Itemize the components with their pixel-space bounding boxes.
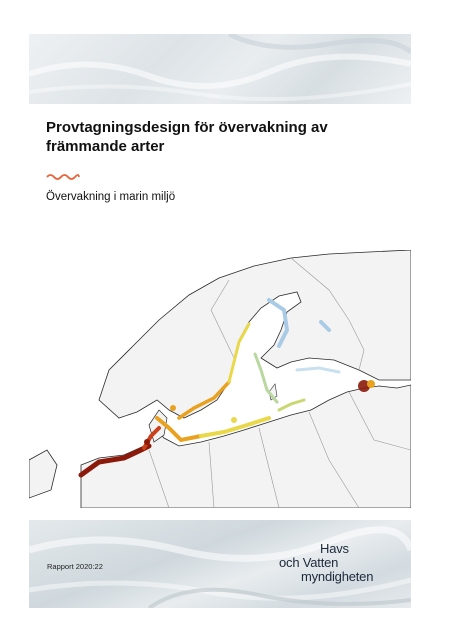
logo-line-1: Havs bbox=[320, 541, 349, 556]
report-title bbox=[46, 118, 386, 156]
title-line-1: Provtagningsdesign för övervakning av bbox=[46, 119, 328, 136]
logo-line-3: myndigheten bbox=[301, 569, 374, 584]
top-banner-sea-texture bbox=[29, 34, 411, 104]
baltic-sea-map bbox=[29, 250, 411, 508]
report-subtitle: Övervakning i marin miljö bbox=[46, 191, 176, 203]
havs-och-vatten-logo bbox=[279, 542, 404, 584]
logo-line-2: och Vatten bbox=[279, 555, 339, 570]
report-number: Rapport 2020:22 bbox=[47, 562, 103, 571]
cover-page bbox=[29, 34, 411, 608]
title-line-2: främmande arter bbox=[46, 138, 165, 155]
accent-wave-divider bbox=[46, 173, 80, 181]
